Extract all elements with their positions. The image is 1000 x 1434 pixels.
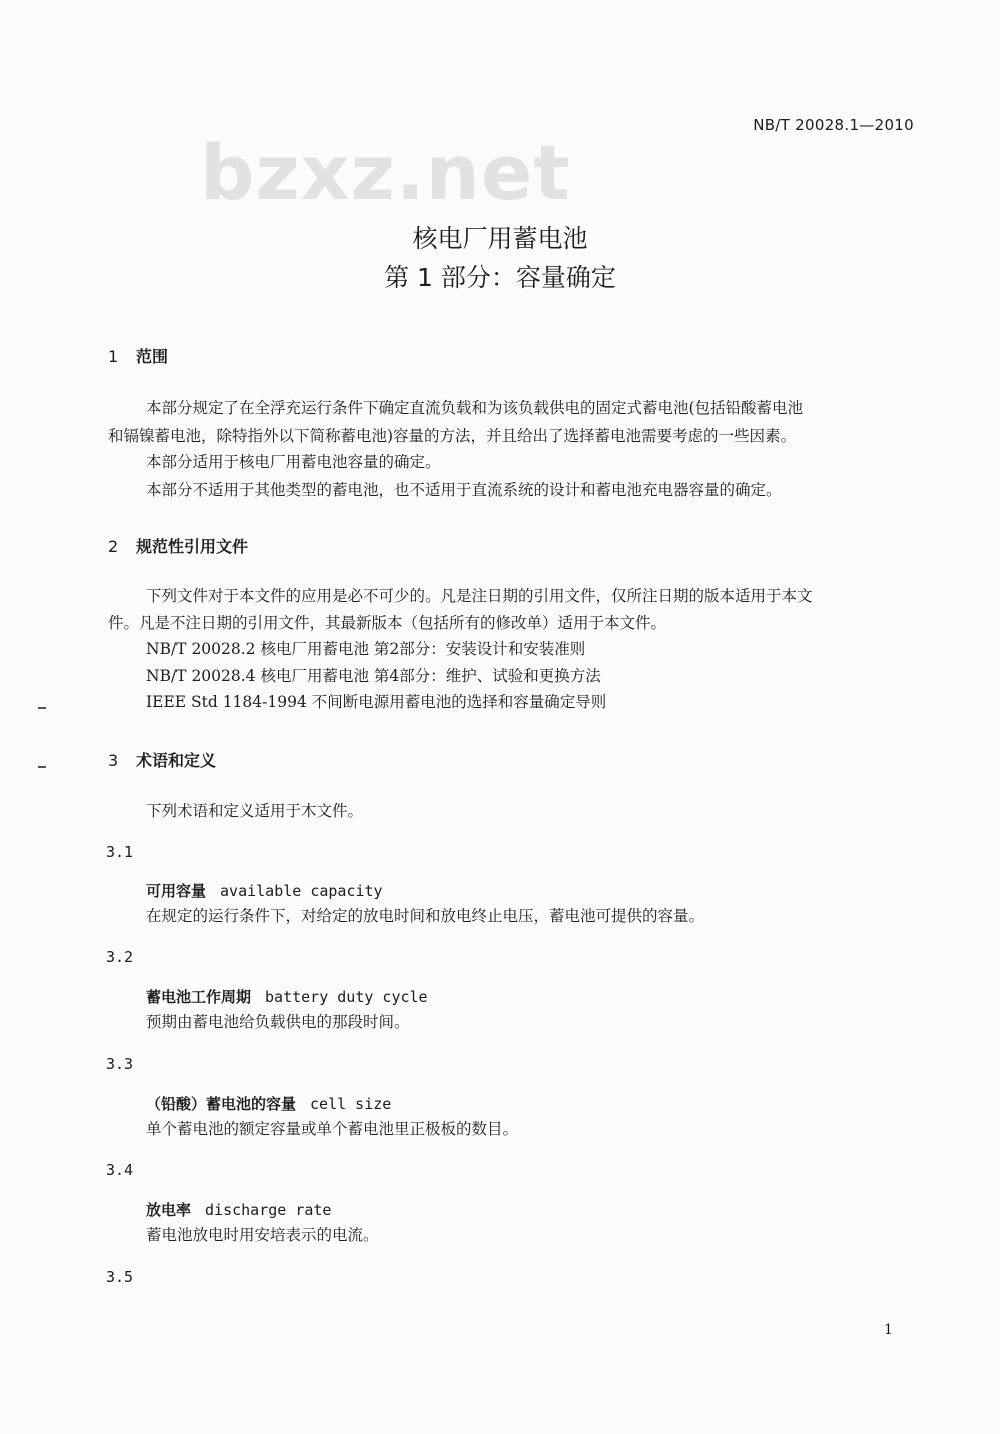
term-zh: 可用容量 [146, 882, 207, 900]
section-2-heading [108, 534, 248, 557]
s2-paragraph-line-1: 下列文件对于本文件的应用是必不可少的。凡是注日期的引用文件，仅所注日期的版本适用于本文 [146, 587, 813, 605]
section-title: 规范性引用文件 [136, 537, 249, 556]
s1-paragraph-1-line-2: 和镉镍蓄电池，除特指外以下简称蓄电池)容量的方法，并且给出了选择蓄电池需要考虑的一些因素。 [108, 427, 797, 445]
page-number: 1 [884, 1322, 893, 1338]
margin-mark [38, 707, 46, 709]
term-zh: （铅酸）蓄电池的容量 [146, 1095, 297, 1113]
section-title: 术语和定义 [136, 751, 217, 770]
term-number: 3.3 [106, 1055, 134, 1073]
term-number: 3.1 [106, 843, 134, 861]
s3-intro: 下列术语和定义适用于木文件。 [146, 802, 364, 820]
title-line-1: 核电厂用蓄电池 [412, 224, 588, 253]
s1-paragraph-3: 本部分不适用于其他类型的蓄电池，也不适用于直流系统的设计和蓄电池充电器容量的确定。 [146, 481, 782, 499]
section-title: 范围 [136, 347, 169, 366]
s1-paragraph-2: 本部分适用于核电厂用蓄电池容量的确定。 [146, 453, 441, 471]
margin-mark [38, 766, 46, 768]
term-definition: 预期由蓄电池给负载供电的那段时间。 [146, 1013, 410, 1031]
term-en: battery duty cycle [265, 988, 428, 1006]
section-number: 2 [108, 537, 119, 556]
s2-paragraph-line-2: 件。凡是不注日期的引用文件，其最新版本（包括所有的修改单）适用于本文件。 [108, 614, 667, 632]
term-definition: 蓄电池放电时用安培表示的电流。 [146, 1226, 379, 1244]
term-heading [146, 1093, 391, 1114]
reference-item: NB/T 20028.4 核电厂用蓄电池 第4部分：维护、试验和更换方法 [146, 667, 601, 685]
term-en: cell size [310, 1095, 392, 1113]
term-en: available capacity [220, 882, 383, 900]
term-definition: 单个蓄电池的额定容量或单个蓄电池里正极板的数目。 [146, 1120, 519, 1138]
section-3-heading [108, 748, 216, 771]
term-number: 3.2 [106, 948, 134, 966]
watermark: bzxz.net [200, 128, 571, 217]
term-heading [146, 986, 428, 1007]
term-definition: 在规定的运行条件下，对给定的放电时间和放电终止电压，蓄电池可提供的容量。 [146, 907, 705, 925]
standard-code: NB/T 20028.1—2010 [753, 116, 914, 134]
section-1-heading [108, 344, 168, 367]
section-number: 3 [108, 751, 119, 770]
term-zh: 蓄电池工作周期 [146, 988, 252, 1006]
term-heading [146, 880, 383, 901]
term-en: discharge rate [205, 1201, 332, 1219]
term-number: 3.5 [106, 1268, 134, 1286]
term-heading [146, 1199, 331, 1220]
reference-item: IEEE Std 1184-1994 不间断电源用蓄电池的选择和容量确定导则 [146, 693, 607, 711]
s1-paragraph-1-line-1: 本部分规定了在全浮充运行条件下确定直流负载和为该负载供电的固定式蓄电池(包括铅酸蓄电池 [146, 399, 804, 417]
term-number: 3.4 [106, 1161, 134, 1179]
term-zh: 放电率 [146, 1201, 192, 1219]
title-line-2: 第 1 部分：容量确定 [384, 263, 616, 292]
reference-item: NB/T 20028.2 核电厂用蓄电池 第2部分：安装设计和安装准则 [146, 640, 586, 658]
section-number: 1 [108, 347, 119, 366]
